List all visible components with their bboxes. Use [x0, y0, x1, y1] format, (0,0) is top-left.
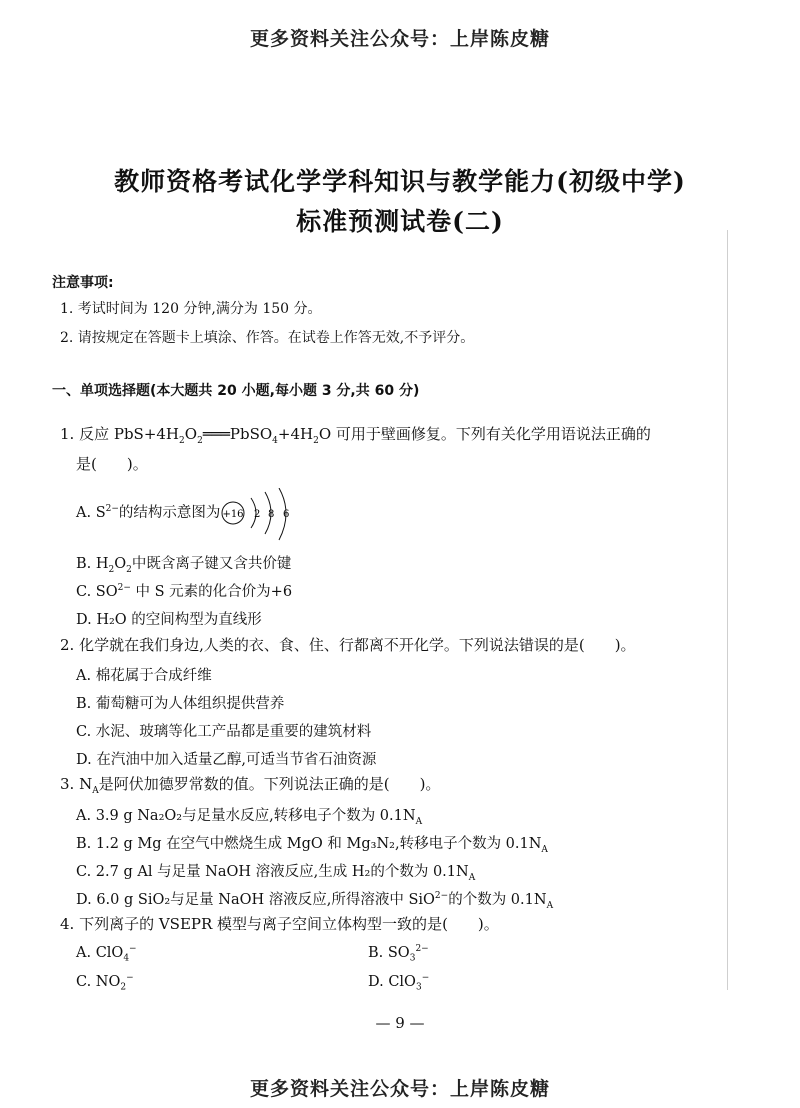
atomic-structure-diagram	[221, 488, 301, 544]
bottom-banner: 更多资料关注公众号：上岸陈皮糖	[249, 1078, 550, 1100]
question-4-option-c: C. $NO_2^-$	[76, 973, 134, 993]
nucleus-charge: +16	[222, 509, 244, 520]
exam-subtitle: 标准预测试卷(二)	[296, 207, 504, 236]
question-4-option-d: D. ClO$_3$−	[368, 973, 430, 993]
question-3-option-b: B. 1.2 g Mg 在空气中燃烧生成 MgO 和 Mg₃N₂,转移电子个数为 $0.1N_A$	[76, 836, 548, 855]
question-2-option-a: A. 棉花属于合成纤维	[76, 668, 212, 684]
question-1-option-b: B. $H_2O_2$中既含离子键又含共价键	[76, 556, 292, 575]
exam-title: 教师资格考试化学学科知识与教学能力(初级中学)	[114, 167, 686, 196]
question-1-option-d: D. H₂O 的空间构型为直线形	[76, 612, 262, 628]
shell-electrons-1: 2	[254, 509, 261, 520]
notice-heading: 注意事项:	[52, 275, 114, 291]
question-3-stem: 3. $N_A$是阿伏加德罗常数的值。下列说法正确的是( )。	[60, 775, 441, 796]
question-2-stem: 2. 化学就在我们身边,人类的衣、食、住、行都离不开化学。下列说法错误的是( )。	[60, 636, 636, 654]
shell-electrons-2: 8	[268, 509, 275, 520]
scan-edge-line	[727, 230, 728, 990]
question-2-option-c: C. 水泥、玻璃等化工产品都是重要的建筑材料	[76, 724, 372, 740]
notice-item: 1. 考试时间为 120 分钟,满分为 150 分。	[60, 301, 322, 317]
question-3-option-d: D. 6.0 g SiO₂与足量 NaOH 溶液反应,所得溶液中 SiO$^{2-}$的个数为 $0.1N_A$	[76, 891, 554, 911]
page-number: — 9 —	[375, 1014, 425, 1032]
question-4-option-b: B. $SO_3^{2-}$	[368, 944, 429, 964]
question-4-option-a: A. ClO$_4$−	[76, 944, 137, 964]
section-heading: 一、单项选择题(本大题共 20 小题,每小题 3 分,共 60 分)	[52, 383, 420, 399]
question-4-stem: 4. 下列离子的 VSEPR 模型与离子空间立体构型一致的是( )。	[60, 915, 499, 933]
question-3-option-c: C. 2.7 g Al 与足量 NaOH 溶液反应,生成 H₂的个数为 $0.1N_A$	[76, 864, 476, 883]
question-1-stem-cont: 是( )。	[76, 455, 148, 473]
notice-item: 2. 请按规定在答题卡上填涂、作答。在试卷上作答无效,不予评分。	[60, 330, 475, 346]
question-2-option-d: D. 在汽油中加入适量乙醇,可适当节省石油资源	[76, 752, 377, 768]
question-1-stem: 1. 反应 $PbS+4H_2O_2═══PbSO_4+4H_2O$ 可用于壁画修复。下列有关化学用语说法正确的	[60, 425, 651, 446]
question-1-option-c: C. $SO^{2-}$ 中 S 元素的化合价为+6	[76, 583, 293, 600]
question-3-option-a: A. 3.9 g Na₂O₂与足量水反应,转移电子个数为 $0.1N_A$	[76, 808, 423, 827]
top-banner: 更多资料关注公众号：上岸陈皮糖	[249, 28, 550, 50]
shell-electrons-3: 6	[283, 509, 290, 520]
question-2-option-b: B. 葡萄糖可为人体组织提供营养	[76, 696, 285, 712]
question-1-option-a: A. $S^{2-}$的结构示意图为	[76, 504, 221, 521]
